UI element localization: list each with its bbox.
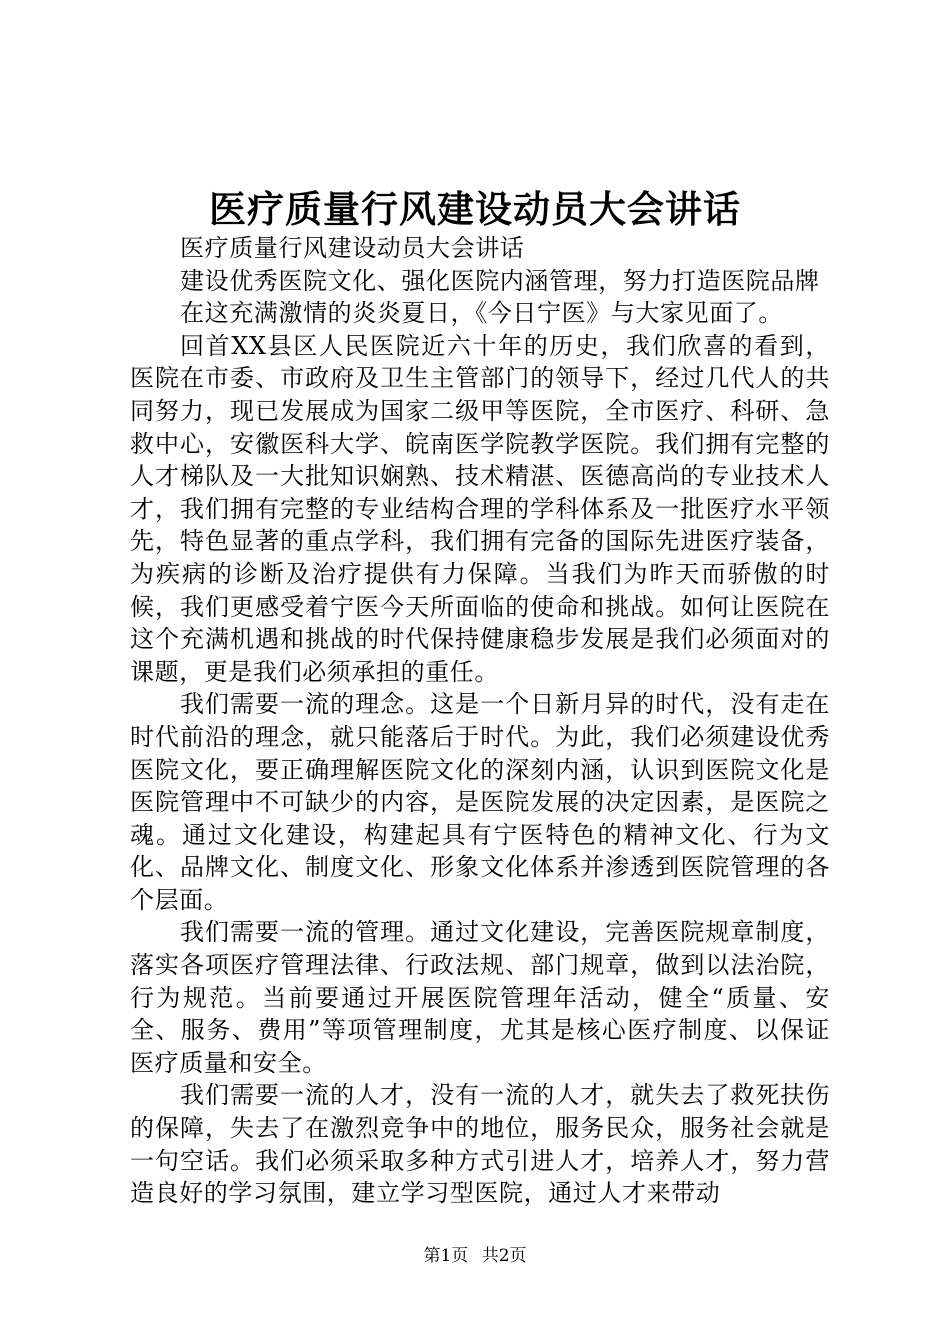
paragraph-talent: 我们需要一流的人才，没有一流的人才，就失去了救死扶伤的保障，失去了在激烈竞争中的地位，服务民众，服务社会就是一句空话。我们必须采取多种方式引进人才，培养人才，努力营造良好的学习氛围，建立学习型医院，通过人才来带动	[130, 1081, 830, 1208]
page-footer	[0, 1245, 950, 1267]
document-title: 医疗质量行风建设动员大会讲话	[209, 187, 741, 231]
paragraph-history: 回首XX县区人民医院近六十年的历史，我们欣喜的看到，医院在市委、市政府及卫生主管部门的领导下，经过几代人的共同努力，现已发展成为国家二级甲等医院，全市医疗、科研、急救中心，安徽医科大学、皖南医学院教学医院。我们拥有完整的人才梯队及一大批知识娴熟、技术精湛、医德高尚的专业技术人才，我们拥有完整的专业结构合理的学科体系及一批医疗水平领先，特色显著的重点学科，我们拥有完备的国际先进医疗装备，为疾病的诊断及治疗提供有力保障。当我们为昨天而骄傲的时候，我们更感受着宁医今天所面临的使命和挑战。如何让医院在这个充满机遇和挑战的时代保持健康稳步发展是我们必须面对的课题，更是我们必须承担的重任。	[130, 331, 830, 686]
paragraph-management: 我们需要一流的管理。通过文化建设，完善医院规章制度，落实各项医疗管理法律、行政法规、部门规章，做到以法治院，行为规范。当前要通过开展医院管理年活动，健全“质量、安全、服务、费用”等项管理制度，尤其是核心医疗制度、以保证医疗质量和安全。	[130, 918, 830, 1077]
page-total: 共2页	[481, 1246, 527, 1266]
paragraph-intro: 在这充满激情的炎炎夏日，《今日宁医》与大家见面了。	[180, 299, 783, 328]
paragraph-concept: 我们需要一流的理念。这是一个日新月异的时代，没有走在时代前沿的理念，就只能落后于时代。为此，我们必须建设优秀医院文化，要正确理解医院文化的深刻内涵，认识到医院文化是医院管理中不可缺少的内容，是医院发展的决定因素，是医院之魂。通过文化建设，构建起具有宁医特色的精神文化、行为文化、品牌文化、制度文化、形象文化体系并渗透到医院管理的各个层面。	[130, 690, 830, 914]
paragraph-subtitle: 医疗质量行风建设动员大会讲话	[180, 234, 525, 262]
page-number: 第1页	[423, 1246, 469, 1266]
document-body	[130, 232, 830, 1210]
paragraph-theme: 建设优秀医院文化、强化医院内涵管理，努力打造医院品牌	[180, 266, 820, 295]
